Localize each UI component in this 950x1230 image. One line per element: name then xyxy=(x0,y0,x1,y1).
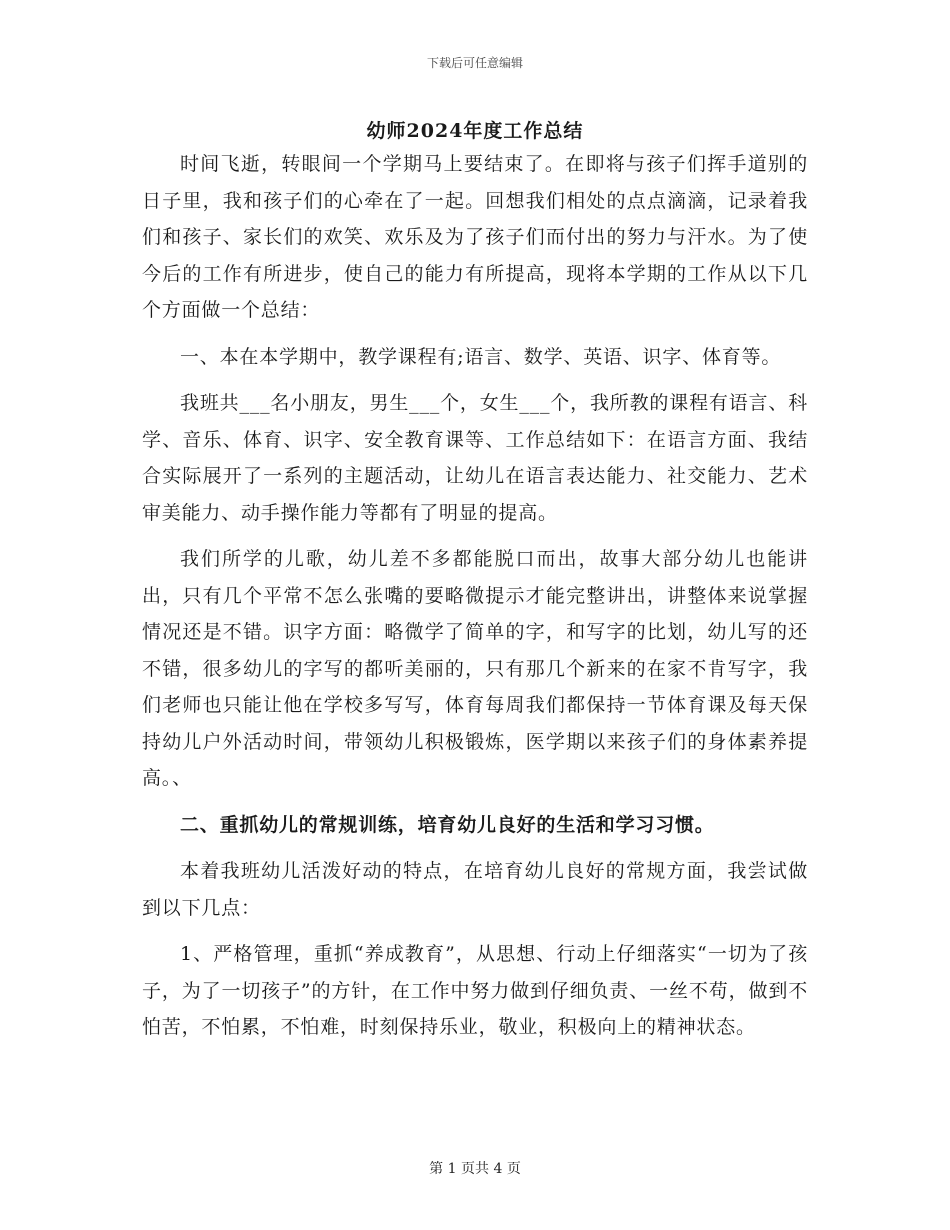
page-total: 4 xyxy=(493,1161,503,1177)
paragraph-learning: 我们所学的儿歌，幼儿差不多都能脱口而出，故事大部分幼儿也能讲出，只有几个平常不怎么张嘴的要略微提示才能完整讲出，讲整体来说掌握情况还是不错。识字方面：略微学了简单的字，和写字的比划，幼儿写的还不错，很多幼儿的字写的都听美丽的，只有那几个新来的在家不肯写字，我们老师也只能让他在学校多写写，体育每周我们都保持一节体育课及每天保持幼儿户外活动时间，带领幼儿积极锻炼，医学期以来孩子们的身体素养提高。、 xyxy=(142,548,808,789)
page-prefix: 第 xyxy=(429,1161,444,1177)
paragraph-point-1: 1、严格管理，重抓“养成教育”，从思想、行动上仔细落实“一切为了孩子，为了一切孩子”的方针，在工作中努力做到仔细负责、一丝不苟，做到不怕苦，不怕累，不怕难，时刻保持乐业，敬业，积极向上的精神状态。 xyxy=(142,943,808,1038)
section-heading-2: 二、重抓幼儿的常规训练，培育幼儿良好的生活和学习习惯。 xyxy=(180,813,715,836)
page-middle: 页共 xyxy=(461,1161,489,1177)
page-suffix: 页 xyxy=(506,1161,521,1177)
document-body xyxy=(142,146,808,1046)
page-footer xyxy=(0,1158,950,1178)
header-note: 下载后可任意编辑 xyxy=(426,56,523,70)
paragraph-class-summary: 我班共___名小朋友，男生___个，女生___个，我所教的课程有语言、科学、音乐、体育、识字、安全教育课等、工作总结如下：在语言方面、我结合实际展开了一系列的主题活动，让幼儿在语言表达能力、社交能力、艺术审美能力、动手操作能力等都有了明显的提高。 xyxy=(142,392,808,524)
document-title: 幼师2024年度工作总结 xyxy=(366,120,584,142)
page-number: 1 xyxy=(447,1161,457,1177)
paragraph-intro: 时间飞逝，转眼间一个学期马上要结束了。在即将与孩子们挥手道别的日子里，我和孩子们的心牵在了一起。回想我们相处的点点滴滴，记录着我们和孩子、家长们的欢笑、欢乐及为了孩子们而付出的努力与汗水。为了使今后的工作有所进步，使自己的能力有所提高，现将本学期的工作从以下几个方面做一个总结： xyxy=(142,153,808,321)
paragraph-routine: 本着我班幼儿活泼好动的特点，在培育幼儿良好的常规方面，我尝试做到以下几点： xyxy=(142,860,808,919)
paragraph-section-1: 一、本在本学期中，教学课程有;语言、数学、英语、识字、体育等。 xyxy=(180,345,782,368)
